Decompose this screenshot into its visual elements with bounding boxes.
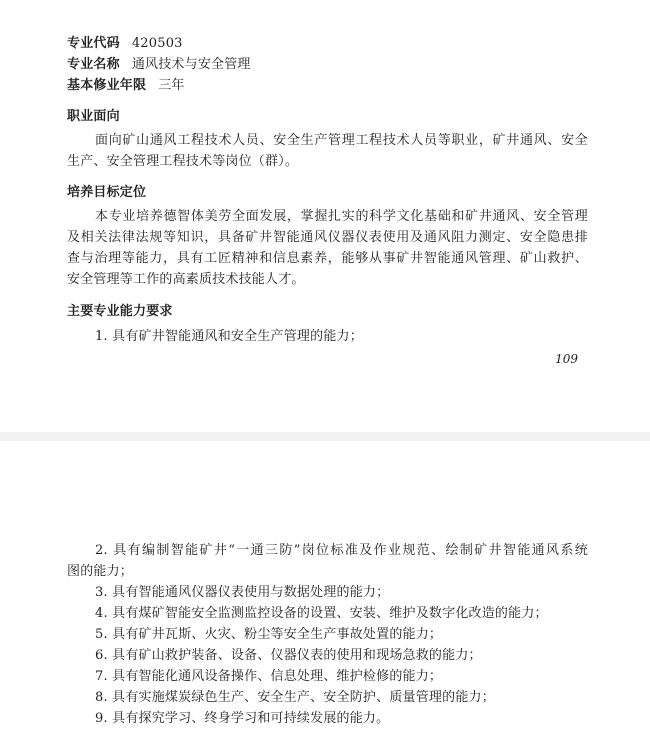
ability-item-1: 1. 具有矿井智能通风和安全生产管理的能力； <box>95 329 363 344</box>
study-years-value: 三年 <box>158 78 185 93</box>
abilities-heading: 主要专业能力要求 <box>67 304 173 319</box>
ability-item-2-line-1: 2. 具有编制智能矿井“一通三防”岗位标准及作业规范、绘制矿井智能通风系统 <box>95 543 588 558</box>
ability-item-3: 3. 具有智能通风仪器仪表使用与数据处理的能力； <box>95 585 390 600</box>
ability-item-9: 9. 具有探究学习、终身学习和可持续发展的能力。 <box>95 711 390 726</box>
study-years-row <box>67 76 588 96</box>
goal-text-line-3: 查与治理等能力，具有工匠精神和信息素养，能够从事矿井智能通风管理、矿山救护、 <box>67 251 588 266</box>
career-text-line-2: 生产、安全管理工程技术等岗位（群）。 <box>67 154 299 169</box>
career-heading: 职业面向 <box>67 109 120 124</box>
goal-heading: 培养目标定位 <box>67 185 147 200</box>
major-name-row <box>67 55 588 75</box>
ability-item-8: 8. 具有实施煤炭绿色生产、安全生产、安全防护、质量管理的能力； <box>95 690 495 705</box>
ability-item-4: 4. 具有煤矿智能安全监测监控设备的设置、安装、维护及数字化改造的能力； <box>95 606 548 621</box>
document-page-2 <box>0 441 650 735</box>
career-text-line-1: 面向矿山通风工程技术人员、安全生产管理工程技术人员等职业，矿井通风、安全 <box>95 133 588 148</box>
major-name-label: 专业名称 <box>67 57 120 72</box>
major-name-value: 通风技术与安全管理 <box>131 57 251 72</box>
major-code-label: 专业代码 <box>67 36 120 51</box>
goal-text-line-1: 本专业培养德智体美劳全面发展，掌握扎实的科学文化基础和矿井通风、安全管理 <box>95 209 588 224</box>
major-code-value: 420503 <box>131 36 183 51</box>
ability-item-5: 5. 具有矿井瓦斯、火灾、粉尘等安全生产事故处置的能力； <box>95 627 443 642</box>
major-code-row <box>67 34 588 54</box>
ability-item-6: 6. 具有矿山救护装备、设备、仪器仪表的使用和现场急救的能力； <box>95 648 482 663</box>
ability-item-2-line-2: 图的能力； <box>67 564 134 579</box>
page-number: 109 <box>555 352 578 366</box>
goal-text-line-2: 及相关法律法规等知识，具备矿井智能通风仪器仪表使用及通风阻力测定、安全隐患排 <box>67 230 588 245</box>
study-years-label: 基本修业年限 <box>67 78 147 93</box>
goal-text-line-4: 安全管理等工作的高素质技术技能人才。 <box>67 272 305 287</box>
ability-item-7: 7. 具有智能化通风设备操作、信息处理、维护检修的能力； <box>95 669 443 684</box>
